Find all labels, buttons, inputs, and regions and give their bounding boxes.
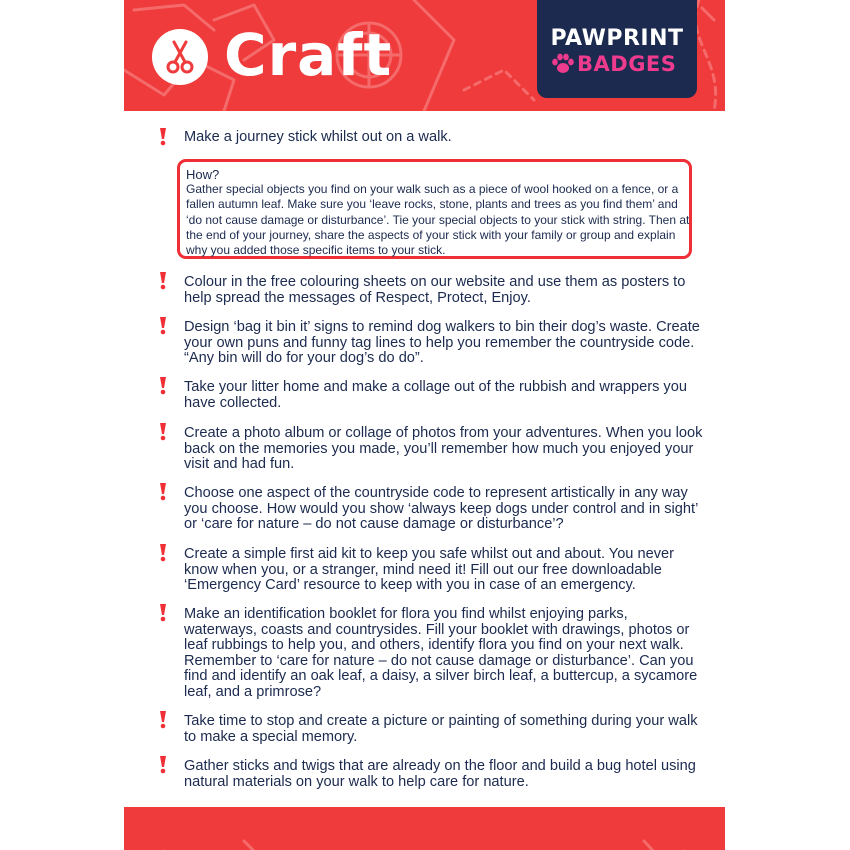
exclamation-bullet-icon	[157, 271, 169, 291]
activity-text: Make a journey stick whilst out on a walk.	[184, 129, 452, 145]
how-title: How?	[186, 167, 220, 182]
paw-icon	[551, 53, 575, 75]
exclamation-bullet-icon	[157, 422, 169, 442]
exclamation-bullet-icon	[157, 376, 169, 396]
brand-name-top: PAWPRINT	[550, 26, 684, 51]
exclamation-bullet-icon	[157, 127, 169, 147]
activity-text: Create a photo album or collage of photos from your adventures. When you look back on the memories you made, you’ll remember how much you enjoyed your visit and had fun.	[184, 425, 703, 472]
scissors-badge	[152, 29, 208, 85]
footer-banner	[124, 807, 725, 850]
exclamation-bullet-icon	[157, 316, 169, 336]
activity-text: Take time to stop and create a picture or painting of something during your walk to make a special memory.	[184, 713, 698, 745]
header-banner	[124, 0, 725, 111]
craft-activity-sheet	[124, 0, 725, 850]
activity-text: Gather sticks and twigs that are already on the floor and build a bug hotel using natural materials on your walk to help care for nature.	[184, 758, 696, 790]
exclamation-bullet-icon	[157, 482, 169, 502]
decorative-doodles	[124, 807, 725, 850]
how-instructions: Gather special objects you find on your walk such as a piece of wool hooked on a fence, or a fallen autumn leaf. Make sure you ‘leave rocks, stone, plants and trees as you find them’ and ‘do not cause damage or disturbance’. Tie your special objects to your stick with string. Then at the end of your journey, share the aspects of your stick with your family or group and explain why you added those specific items to your stick.	[186, 182, 690, 258]
activity-text: Take your litter home and make a collage out of the rubbish and wrappers you have collected.	[184, 379, 687, 411]
exclamation-bullet-icon	[157, 710, 169, 730]
exclamation-bullet-icon	[157, 755, 169, 775]
activity-text: Create a simple first aid kit to keep you safe whilst out and about. You never know when you, or a stranger, mind need it! Fill out our free downloadable ‘Emergency Card’ resource to keep with you in case of an emergency.	[184, 546, 674, 593]
activity-text: Design ‘bag it bin it’ signs to remind dog walkers to bin their dog’s waste. Create your own puns and funny tag lines to help you remember the countryside code. “Any bin will do for your dog’s do do”.	[184, 319, 700, 366]
brand-name-bottom: BADGES	[577, 52, 677, 76]
activity-text: Choose one aspect of the countryside code to represent artistically in any way you choose. How would you show ‘always keep dogs under control and in sight’ or ‘care for nature – do not cause damage or disturbance’?	[184, 485, 698, 532]
page-title: Craft	[224, 21, 393, 89]
exclamation-bullet-icon	[157, 603, 169, 623]
scissors-icon	[160, 37, 200, 77]
how-box	[177, 159, 692, 259]
exclamation-bullet-icon	[157, 543, 169, 563]
activity-text: Make an identification booklet for flora you find whilst enjoying parks, waterways, coasts and countrysides. Fill your booklet with drawings, photos or leaf rubbings to help you, and others, identify flora you find on your next walk. Remember to ‘care for nature – do not cause damage or disturbance’. Can you find and identify an oak leaf, a daisy, a silver birch leaf, a buttercup, a sycamore leaf, and a primrose?	[184, 606, 698, 700]
pawprint-badges-logo	[537, 0, 697, 98]
activity-text: Colour in the free colouring sheets on our website and use them as posters to help spread the messages of Respect, Protect, Enjoy.	[184, 274, 686, 306]
